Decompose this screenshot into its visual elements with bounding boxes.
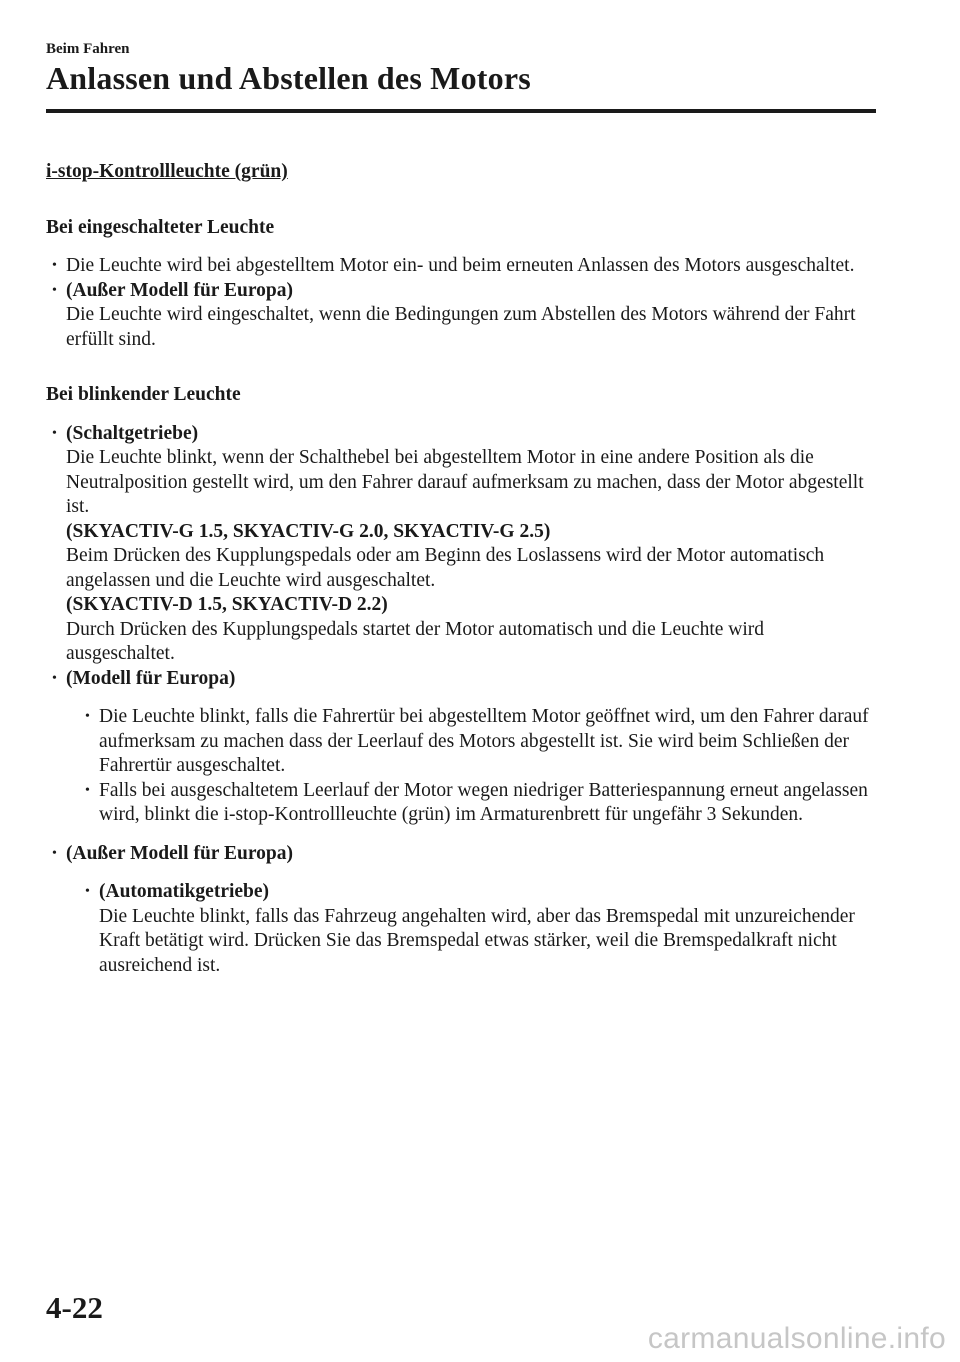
title-divider — [46, 109, 876, 113]
list-item — [79, 705, 876, 779]
list-item — [46, 842, 876, 979]
lit-section — [46, 216, 876, 353]
page-title: Anlassen und Abstellen des Motors — [46, 60, 531, 96]
europe-item-text: Die Leuchte blinkt, falls die Fahrertür bei abgestelltem Motor geöffnet wird, um den Fahrer darauf aufmerksam zu machen dass der Leerlauf des Motors abgestellt ist. Sie wird beim Schließen der Fahrertür ausgeschaltet. — [99, 706, 869, 776]
engine-d-text: Durch Drücken des Kupplungspedals startet der Motor automatisch und die Leuchte wird ausgeschaltet. — [66, 618, 765, 664]
topic-title: i-stop-Kontrollleuchte (grün) — [46, 161, 288, 182]
page-content — [46, 160, 876, 1009]
europe-label: (Modell für Europa) — [66, 667, 236, 689]
page-number: 4-22 — [46, 1290, 103, 1325]
bullet-icon: • — [85, 884, 90, 899]
europe-item-text: Falls bei ausgeschaltetem Leerlauf der Motor wegen niedriger Batteriespannung erneut angelassen wird, blinkt die i-stop-Kontrollleuchte (grün) im Armaturenbrett für ungefähr 3 Sekunden. — [99, 779, 868, 825]
non-europe-label: (Außer Modell für Europa) — [66, 842, 293, 864]
lit-heading: Bei eingeschalteter Leuchte — [46, 216, 275, 238]
bullet-icon: • — [52, 258, 57, 273]
bullet-icon: • — [85, 709, 90, 724]
list-item — [46, 279, 876, 353]
lit-item-label: (Außer Modell für Europa) — [66, 279, 293, 301]
auto-text: Die Leuchte blinkt, falls das Fahrzeug angehalten wird, aber das Bremspedal mit unzureichender Kraft betätigt wird. Drücken Sie das Bremspedal etwas stärker, weil die Bremspedalkraft nicht ausreichend ist. — [99, 905, 855, 976]
auto-label: (Automatikgetriebe) — [99, 881, 270, 902]
list-item — [46, 254, 876, 279]
manual-text: Die Leuchte blinkt, wenn der Schalthebel bei abgestelltem Motor in eine andere Position als die Neutralposition gestellt wird, um den Fahrer darauf aufmerksam zu machen, dass der Motor abgestellt ist. — [66, 447, 864, 517]
list-item — [46, 667, 876, 828]
bullet-icon: • — [52, 282, 57, 298]
list-item — [79, 779, 876, 828]
non-europe-sublist — [66, 880, 876, 978]
engine-d-label: (SKYACTIV-D 1.5, SKYACTIV-D 2.2) — [66, 594, 388, 615]
lit-item-text: Die Leuchte wird bei abgestelltem Motor ein- und beim erneuten Anlassen des Motors ausgeschaltet. — [66, 255, 855, 276]
bullet-icon: • — [52, 425, 57, 441]
bullet-icon: • — [85, 782, 90, 798]
bullet-icon: • — [52, 670, 57, 686]
engine-g-text: Beim Drücken des Kupplungspedals oder am Beginn des Loslassens wird der Motor automatisch angelassen und die Leuchte wird ausgeschaltet. — [66, 545, 825, 591]
blink-section — [46, 383, 876, 978]
bullet-icon: • — [52, 845, 57, 861]
manual-label: (Schaltgetriebe) — [66, 422, 199, 444]
watermark: carmanualsonline.info — [647, 1322, 946, 1355]
list-item — [46, 422, 876, 667]
lit-item-text: Die Leuchte wird eingeschaltet, wenn die Bedingungen zum Abstellen des Motors während der Fahrt erfüllt sind. — [66, 304, 856, 350]
europe-sublist — [66, 705, 876, 828]
blink-heading: Bei blinkender Leuchte — [46, 384, 241, 405]
list-item — [79, 880, 876, 978]
engine-g-label: (SKYACTIV-G 1.5, SKYACTIV-G 2.0, SKYACTIV-G 2.5) — [66, 520, 551, 542]
section-label: Beim Fahren — [46, 41, 130, 57]
